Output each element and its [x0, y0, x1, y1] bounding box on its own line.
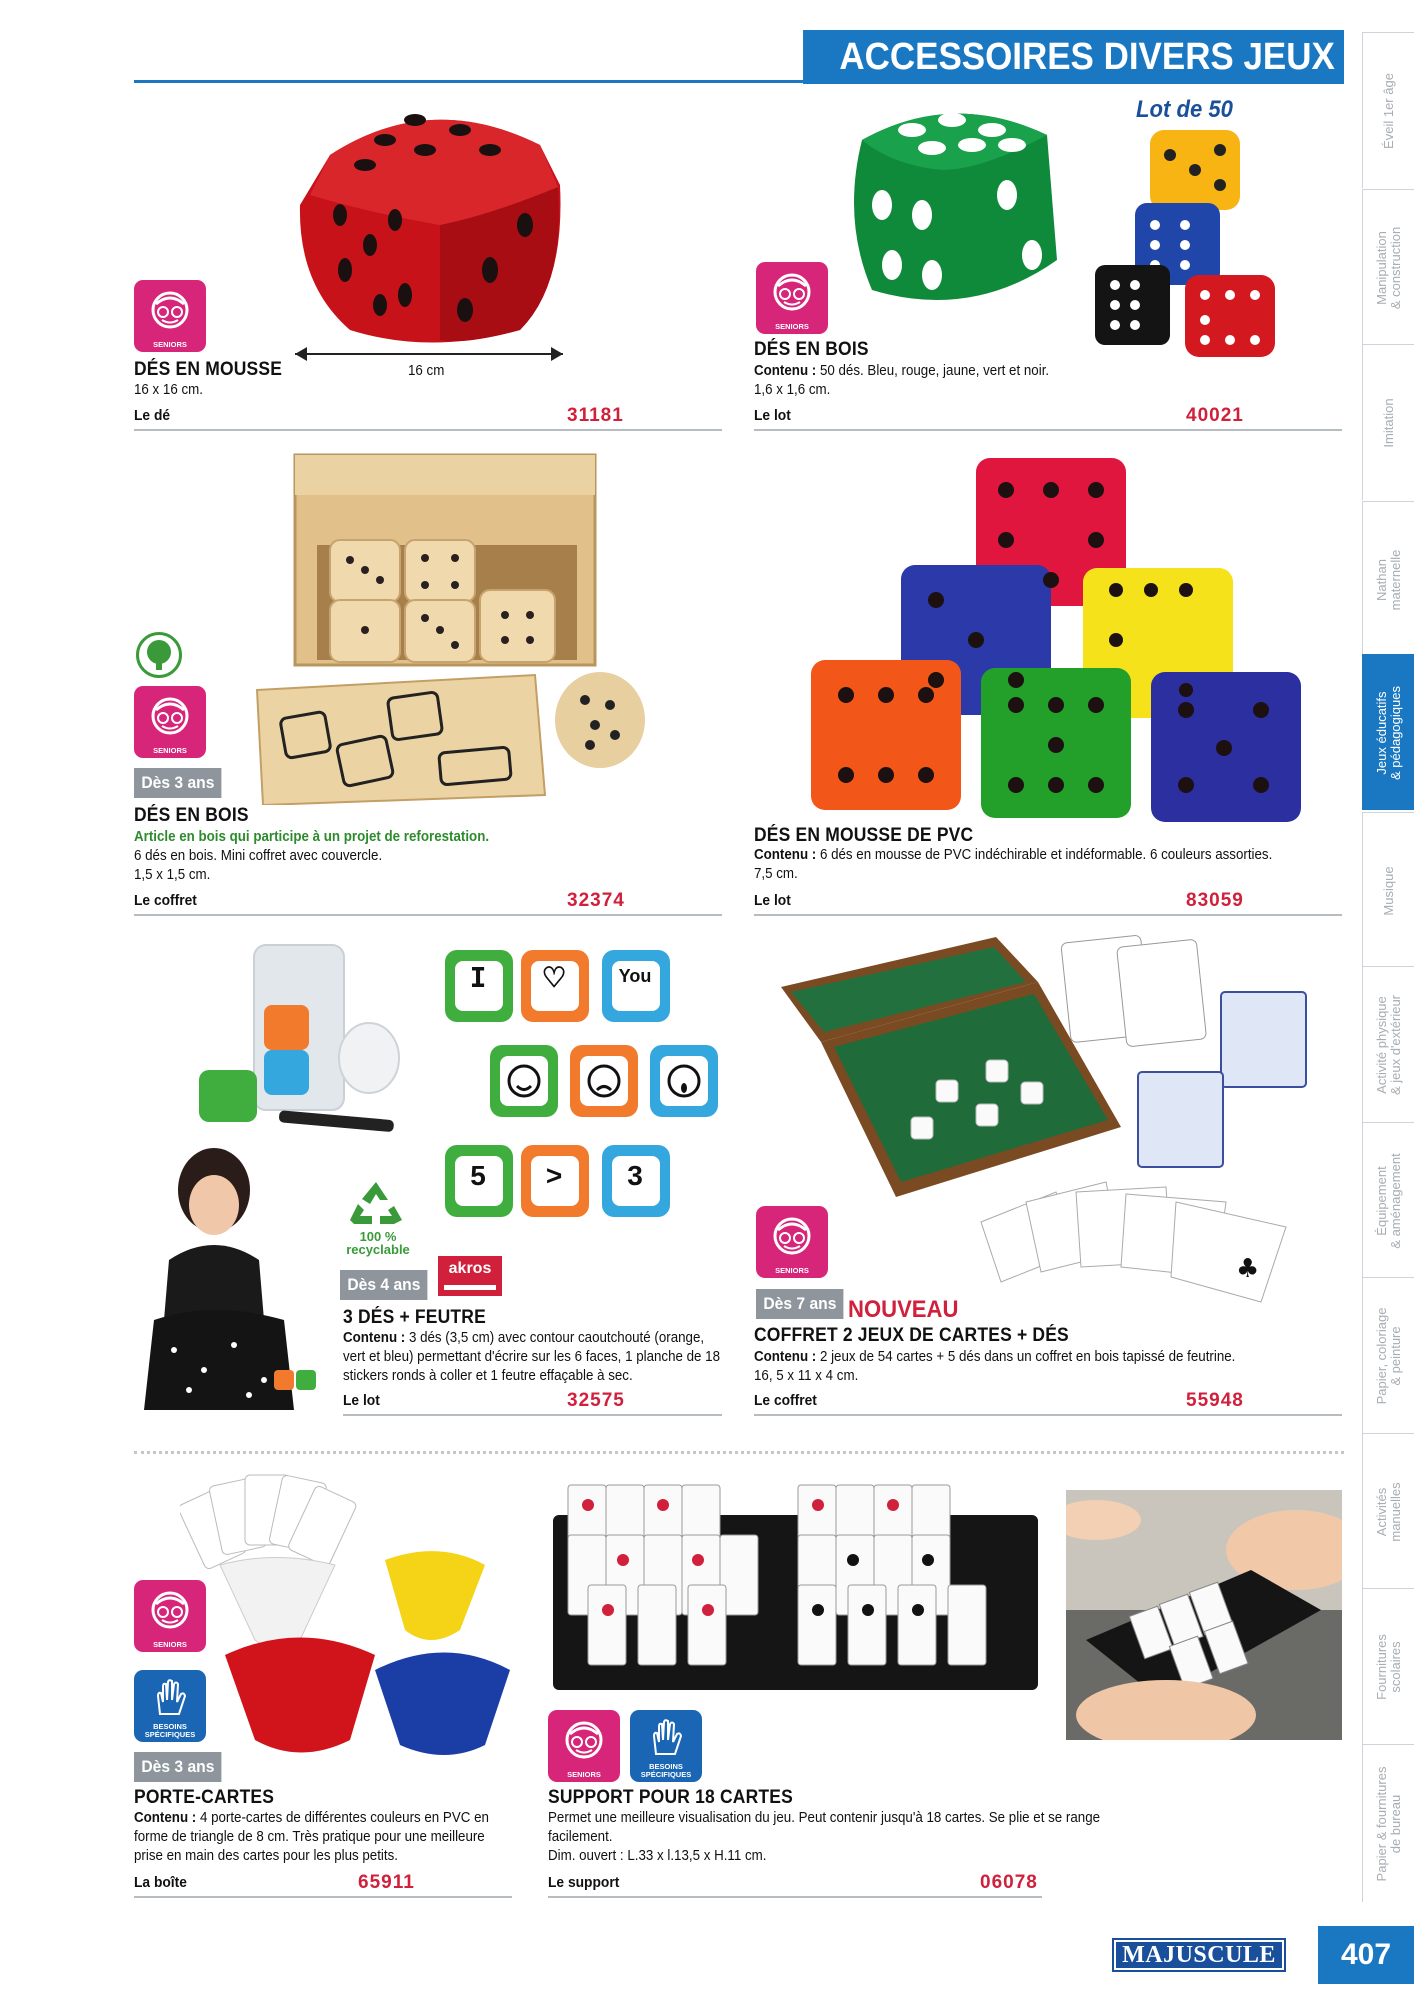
unit-label: Le lot [343, 1392, 380, 1409]
side-tab-label: Papier & fournitures de bureau [1373, 1766, 1403, 1881]
price-row-des-mousse [134, 405, 722, 431]
side-tab-label: Activité physique & jeux d'extérieur [1373, 994, 1403, 1095]
side-tab-label: Musique [1380, 865, 1396, 916]
besoins-specifiques-badge: BESOINS SPÉCIFIQUES [630, 1710, 702, 1782]
price-row-des-pvc [754, 890, 1342, 916]
majuscule-logo: MAJUSCULE [1114, 1940, 1284, 1970]
product-desc-des-feutre: Contenu : 3 dés (3,5 cm) avec contour caoutchouté (orange, vert et bleu) permettant d'écrire sur les 6 faces, 1 planche de 18 stickers ronds à coller et 1 feutre effaçable à sec. [343, 1330, 721, 1384]
reforestation-tree-icon [136, 632, 182, 678]
side-tab-label: Papier, coloriage & peinture [1373, 1307, 1403, 1404]
hand-icon [148, 1678, 192, 1718]
unit-label: Le coffret [754, 1392, 817, 1409]
reference-number: 32575 [567, 1390, 625, 1411]
heart-icon: ♡ [541, 962, 567, 993]
section-separator [134, 1451, 1344, 1454]
side-tab-nav [1362, 32, 1414, 1902]
price-row-des-bois-lot [754, 405, 1342, 431]
product-desc-des-mousse: 16 x 16 cm. [134, 382, 203, 398]
card-holders-image [180, 1470, 525, 1760]
recyclable-label: 100 % recyclable [346, 1229, 410, 1257]
product-desc-des-pvc: Contenu : 6 dés en mousse de PVC indéchirable et indéformable. 6 couleurs assorties. [754, 847, 1273, 863]
product-desc-des-bois-coffret: 6 dés en bois. Mini coffret avec couvercle. [134, 848, 383, 864]
green-wood-die-image [832, 100, 1092, 310]
product-title-des-bois-coffret: DÉS EN BOIS [134, 805, 249, 826]
product-title-des-mousse: DÉS EN MOUSSE [134, 359, 283, 380]
senior-face-icon [770, 270, 814, 314]
side-tab-label: Nathan maternelle [1373, 549, 1403, 610]
product-title-des-bois-lot: DÉS EN BOIS [754, 339, 869, 360]
recycle-icon [344, 1180, 408, 1226]
seniors-badge: SENIORS [134, 280, 206, 352]
besoins-specifiques-badge: BESOINS SPÉCIFIQUES [134, 1670, 206, 1742]
product-title-des-feutre: 3 DÉS + FEUTRE [343, 1307, 486, 1328]
product-size-support-cartes: Dim. ouvert : L.33 x l.13,5 x H.11 cm. [548, 1848, 767, 1864]
side-tab[interactable] [1362, 344, 1414, 500]
product-size-coffret-cartes: 16, 5 x 11 x 4 cm. [754, 1368, 859, 1384]
svg-text:♣: ♣ [1236, 1254, 1260, 1284]
seniors-badge: SENIORS [548, 1710, 620, 1782]
side-tab[interactable] [1362, 1277, 1414, 1433]
side-tab-label: Activités manuelles [1373, 1481, 1403, 1542]
reforestation-note: Article en bois qui participe à un projet de reforestation. [134, 829, 490, 845]
reference-number: 83059 [1186, 890, 1244, 911]
side-tab[interactable] [1362, 966, 1414, 1122]
seniors-badge: SENIORS [756, 262, 828, 334]
unit-label: Le lot [754, 892, 791, 909]
price-row-coffret-cartes [754, 1390, 1342, 1416]
hand-icon [644, 1718, 688, 1758]
reference-number: 31181 [567, 405, 624, 426]
product-title-support-cartes: SUPPORT POUR 18 CARTES [548, 1787, 793, 1808]
price-row-porte-cartes [134, 1872, 512, 1898]
senior-face-icon [770, 1214, 814, 1258]
product-title-des-pvc: DÉS EN MOUSSE DE PVC [754, 825, 974, 846]
senior-face-icon [148, 694, 192, 738]
card-support-in-use-photo [1066, 1490, 1342, 1740]
side-tab[interactable] [1362, 812, 1414, 968]
dimension-label: 16 cm [408, 363, 445, 379]
page-title: ACCESSOIRES DIVERS JEUX [803, 30, 1344, 84]
side-tab-label: Équipement & aménagement [1373, 1152, 1403, 1249]
product-size-des-bois-coffret: 1,5 x 1,5 cm. [134, 867, 211, 883]
arrow-left-icon [295, 347, 307, 361]
side-tab[interactable] [1362, 1433, 1414, 1589]
seniors-badge: SENIORS [134, 686, 206, 758]
side-tab[interactable] [1362, 32, 1414, 188]
die-word: You [618, 966, 652, 986]
side-tab-label: Éveil 1er âge [1380, 72, 1396, 149]
product-size-des-bois-lot: 1,6 x 1,6 cm. [754, 382, 831, 398]
product-desc-porte-cartes: Contenu : 4 porte-cartes de différentes couleurs en PVC en forme de triangle de 8 cm. Très pratique pour une meilleure prise en main des cartes pour les plus petits. [134, 1810, 489, 1864]
side-tab-label: Manipulation & construction [1373, 226, 1403, 309]
die-word: 3 [627, 1160, 643, 1191]
page-number: 407 [1318, 1926, 1414, 1984]
card-game-box-image [776, 932, 1336, 1312]
new-badge: NOUVEAU [848, 1296, 959, 1323]
price-row-des-bois-coffret [134, 890, 722, 916]
side-tab[interactable] [1362, 1122, 1414, 1278]
side-tab[interactable] [1362, 501, 1414, 657]
wooden-dice-box-image [255, 450, 655, 805]
side-tab-label: Fournitures scolaires [1373, 1633, 1403, 1700]
side-tab[interactable] [1362, 1588, 1414, 1744]
product-title-porte-cartes: PORTE-CARTES [134, 1787, 275, 1808]
akros-logo: akros [438, 1256, 502, 1296]
die-word: I [469, 961, 487, 994]
die-word: 5 [470, 1160, 486, 1191]
dimension-arrow [295, 353, 563, 355]
side-tab[interactable] [1362, 189, 1414, 345]
unit-label: Le support [548, 1874, 620, 1891]
side-tab[interactable] [1362, 1744, 1414, 1902]
lot-label: Lot de 50 [1136, 96, 1233, 123]
price-row-support-cartes [548, 1872, 1042, 1898]
arrow-right-icon [551, 347, 563, 361]
unit-label: Le lot [754, 407, 791, 424]
product-desc-coffret-cartes: Contenu : 2 jeux de 54 cartes + 5 dés dans un coffret en bois tapissé de feutrine. [754, 1349, 1236, 1365]
age-badge: Dès 3 ans [134, 1752, 222, 1782]
seniors-badge: SENIORS [756, 1206, 828, 1278]
pvc-foam-dice-pyramid-image [806, 450, 1306, 825]
product-desc-des-bois-lot: Contenu : 50 dés. Bleu, rouge, jaune, vert et noir. [754, 363, 1050, 379]
reference-number: 40021 [1186, 405, 1244, 426]
small-colored-dice-image [1090, 125, 1290, 360]
seniors-badge: SENIORS [134, 1580, 206, 1652]
unit-label: Le dé [134, 407, 171, 424]
product-size-des-pvc: 7,5 cm. [754, 866, 798, 882]
age-badge: Dès 4 ans [340, 1270, 428, 1300]
reference-number: 65911 [358, 1872, 415, 1893]
senior-face-icon [148, 288, 192, 332]
price-row-des-feutre [343, 1390, 722, 1416]
product-desc-support-cartes: Permet une meilleure visualisation du jeu. Peut contenir jusqu'à 18 cartes. Se plie et se range facilement. [548, 1810, 1101, 1845]
red-foam-die-image [290, 95, 570, 350]
senior-face-icon [562, 1718, 606, 1762]
reference-number: 55948 [1186, 1390, 1244, 1411]
product-title-coffret-cartes: COFFRET 2 JEUX DE CARTES + DÉS [754, 1325, 1069, 1346]
age-badge: Dès 3 ans [134, 768, 222, 798]
unit-label: Le coffret [134, 892, 197, 909]
senior-face-icon [148, 1588, 192, 1632]
reference-number: 32374 [567, 890, 625, 911]
die-word: > [545, 1160, 563, 1191]
age-badge: Dès 7 ans [756, 1289, 844, 1319]
unit-label: La boîte [134, 1874, 187, 1891]
side-tab[interactable] [1362, 654, 1414, 810]
side-tab-label: Jeux éducatifs & pédagogiques [1373, 685, 1403, 780]
reference-number: 06078 [980, 1872, 1038, 1893]
side-tab-label: Imitation [1380, 397, 1396, 448]
card-support-stand-image [548, 1480, 1040, 1695]
